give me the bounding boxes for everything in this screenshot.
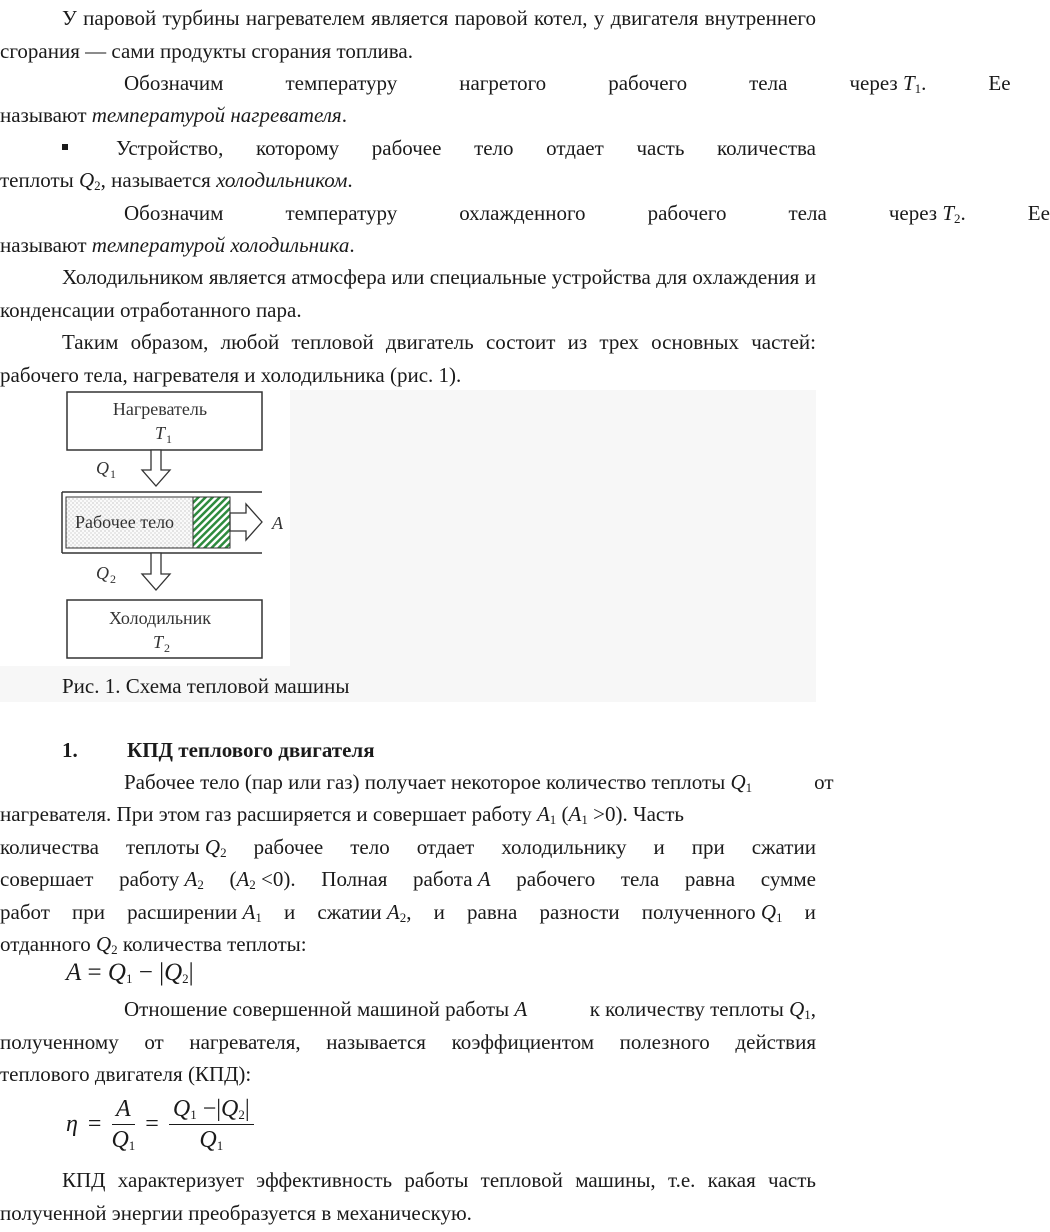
section-heading: КПД теплового двигателя xyxy=(127,738,375,762)
efficiency-formula: η = $\frac{A}{Q_1}$ = $\frac{Q_1 -|Q_2|}{Q_1}$ xyxy=(66,1094,254,1155)
q1-sub: 1 xyxy=(110,467,116,481)
paragraph-efficiency-line6: отданного $Q_2$ количества теплоты: xyxy=(0,932,307,957)
bullet-cooler-line1: Устройство, которому рабочее тело отдает часть количества xyxy=(0,132,816,164)
section-number: 1. xyxy=(62,738,78,762)
paragraph-kpd-line3: теплового двигателя (КПД): xyxy=(0,1062,252,1086)
q2-down-arrow-icon xyxy=(142,553,170,590)
piston xyxy=(193,497,230,548)
paragraph-efficiency-line5: работ при расширении $A_1$ и сжатии $A_2$, и равна разности полученного $Q_1$ и xyxy=(0,900,816,925)
q1-var: Q xyxy=(96,458,109,478)
paragraph-cooler-temp-line2: называют температурой холодильника. xyxy=(0,233,355,257)
figure-area xyxy=(0,390,816,702)
working-body-label: Рабочее тело xyxy=(75,512,175,532)
paragraph-efficiency-line2: нагревателя. При этом газ расширяется и совершает работу $A_1$ $(A_1 >0)$. Часть xyxy=(0,802,685,827)
heater-temp-var: T xyxy=(155,423,166,443)
figure-caption: Рис. 1. Схема тепловой машины xyxy=(62,674,350,698)
figure-panel xyxy=(0,390,290,666)
paragraph-cooler-temp-line1: Обозначим температуру охлажденного рабочего тела через $T_2$. Ее xyxy=(124,201,1050,226)
paragraph-heater-examples: У паровой турбины нагревателем является паровой котел, у двигателя внутреннего сгорания — сами продукты сгорания топлива. xyxy=(0,6,816,63)
bullet-cooler-line2: теплоты $Q_2$, называется холодильником. xyxy=(0,168,353,193)
paragraph-engine-parts: Таким образом, любой тепловой двигатель состоит из трех основных частей: рабочего тела, нагревателя и холодильника (рис. 1). xyxy=(0,330,816,387)
paragraph-cooler-examples: Холодильником является атмосфера или специальные устройства для охлаждения и конденсации отработанного пара. xyxy=(0,265,816,322)
fraction-q-difference-over-q1: $\frac{Q_1 -|Q_2|}{Q_1}$ xyxy=(169,1094,254,1155)
heat-engine-diagram xyxy=(0,390,290,666)
paragraph-heater-temp-line2: называют температурой нагревателя. xyxy=(0,103,347,127)
fraction-a-over-q1: $\frac{A}{Q_1}$ xyxy=(111,1096,136,1153)
heater-label: Нагреватель xyxy=(112,399,208,419)
work-formula: $A = Q_1 - |Q_2|$ xyxy=(66,959,194,986)
cooler-temp-var: T xyxy=(153,632,164,652)
paragraph-kpd-meaning: КПД характеризует эффективность работы тепловой машины, т.е. какая часть полученной энергии преобразуется в механическую. xyxy=(0,1168,816,1225)
paragraph-efficiency-line3: количества теплоты $Q_2$ рабочее тело отдает холодильнику и при сжатии xyxy=(0,835,816,860)
paragraph-heater-temp-line1: Обозначим температуру нагретого рабочего тела через $T_1$. Ее xyxy=(124,71,1011,96)
bullet-square-icon xyxy=(62,144,68,150)
paragraph-efficiency-line4: совершает работу $A_2$ $(A_2 <0)$. Полная работа A рабочего тела равна сумме xyxy=(0,867,816,892)
work-label: A xyxy=(272,513,283,533)
cooler-label: Холодильник xyxy=(108,608,212,628)
paragraph-kpd-line2: полученному от нагревателя, называется коэффициентом полезного действия xyxy=(0,1030,816,1054)
cooler-temp-sub: 2 xyxy=(164,641,170,655)
q1-down-arrow-icon xyxy=(142,450,170,486)
paragraph-efficiency-line1: Рабочее тело (пар или газ) получает некоторое количество теплоты $Q_1$ от xyxy=(124,770,834,795)
heater-temp-sub: 1 xyxy=(166,432,172,446)
q2-sub: 2 xyxy=(110,572,116,586)
q2-var: Q xyxy=(96,563,109,583)
paragraph-kpd-line1: Отношение совершенной машиной работы A к количеству теплоты $Q_1$, xyxy=(124,997,816,1022)
work-right-arrow-icon xyxy=(230,504,262,540)
